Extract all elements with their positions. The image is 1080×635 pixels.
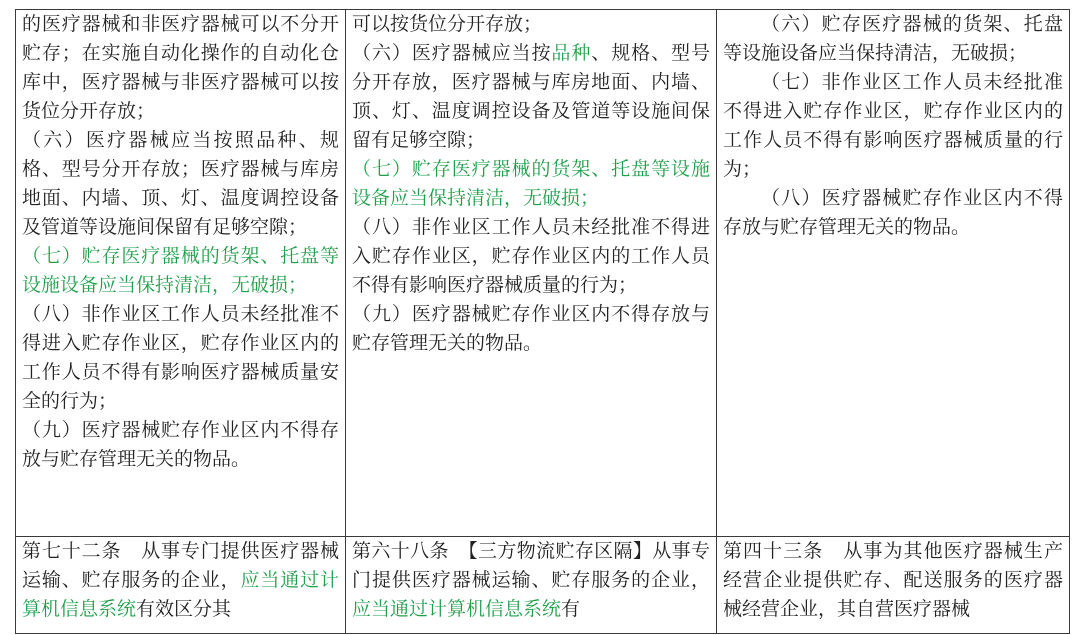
- paragraph: （六）贮存医疗器械的货架、托盘等设施设备应当保持清洁，无破损；: [723, 13, 1063, 64]
- text-span: 有效区分其: [136, 598, 232, 620]
- text-span: 第七十二条 从事专门提供医疗器械运输、贮存服务的企业，: [22, 540, 339, 591]
- paragraph: （七）非作业区工作人员未经批准不得进入贮存作业区，贮存作业区内的工作人员不得有影响医疗器械质量的行为；: [723, 71, 1063, 180]
- paragraph: [352, 39, 710, 155]
- article-paragraph: 第四十三条 从事为其他医疗器械生产经营企业提供贮存、配送服务的医疗器械经营企业，其自营医疗器械: [723, 540, 1063, 620]
- table-cell-col1: [16, 537, 346, 634]
- table-cell-col2: [346, 10, 717, 537]
- regulation-comparison-table: [15, 9, 1070, 634]
- paragraph-highlighted: （七）贮存医疗器械的货架、托盘等设施设备应当保持清洁，无破损；: [352, 158, 710, 209]
- paragraph: （九）医疗器械贮存作业区内不得存放与贮存管理无关的物品。: [22, 419, 339, 470]
- highlighted-text: 应当通过计算机信息系统: [22, 569, 339, 620]
- table-cell-col2: [346, 537, 717, 634]
- paragraph: （八）非作业区工作人员未经批准不得进入贮存作业区，贮存作业区内的工作人员不得有影响医疗器械质量的行为；: [352, 216, 710, 296]
- paragraph: 的医疗器械和非医疗器械可以不分开贮存；在实施自动化操作的自动化仓库中，医疗器械与非医疗器械可以按货位分开存放；: [22, 13, 339, 122]
- text-span: 第六十八条 【三方物流贮存区隔】从事专门提供医疗器械运输、贮存服务的企业，: [352, 540, 710, 591]
- text-span: 有: [561, 598, 581, 620]
- highlighted-text: 应当通过计算机信息系统: [352, 598, 562, 620]
- table-cell-col3: [717, 537, 1070, 634]
- article-paragraph: [352, 537, 710, 624]
- table-cell-col3: [717, 10, 1070, 537]
- paragraph: （六）医疗器械应当按照品种、规格、型号分开存放；医疗器械与库房地面、内墙、顶、灯、温度调控设备及管道等设施间保留有足够空隙；: [22, 129, 339, 238]
- table-row: [16, 537, 1070, 634]
- text-span: 、规格、型号分开存放，医疗器械与库房地面、内墙、顶、灯、温度调控设备及管道等设施间保留有足够空隙；: [352, 42, 710, 151]
- paragraph: （八）非作业区工作人员未经批准不得进入贮存作业区，贮存作业区内的工作人员不得有影响医疗器械质量安全的行为；: [22, 303, 339, 412]
- paragraph: （八）医疗器械贮存作业区内不得存放与贮存管理无关的物品。: [723, 187, 1063, 238]
- table-row: [16, 10, 1070, 537]
- paragraph-highlighted: （七）贮存医疗器械的货架、托盘等设施设备应当保持清洁，无破损；: [22, 245, 339, 296]
- paragraph: （九）医疗器械贮存作业区内不得存放与贮存管理无关的物品。: [352, 303, 710, 354]
- text-span: （六）医疗器械应当按: [352, 42, 552, 64]
- article-paragraph: [22, 537, 339, 624]
- paragraph: 可以按货位分开存放；: [352, 13, 543, 35]
- highlighted-text: 品种: [551, 42, 592, 64]
- table-cell-col1: [16, 10, 346, 537]
